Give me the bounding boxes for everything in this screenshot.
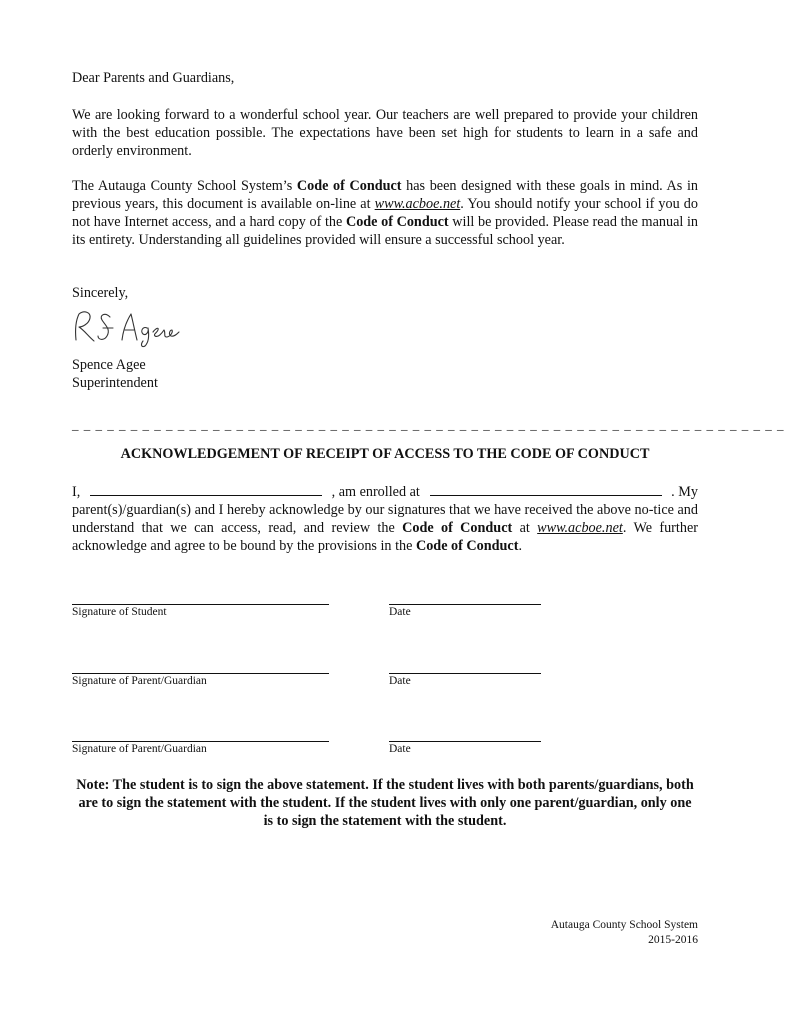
parent1-signature-label: Signature of Parent/Guardian [72, 675, 207, 687]
p2-bold-code-of-conduct: Code of Conduct [296, 178, 402, 194]
signer-title: Superintendent [72, 375, 158, 391]
ack-enrolled: , am enrolled at [331, 484, 420, 500]
parent2-date-line[interactable] [389, 741, 541, 742]
closing: Sincerely, [72, 285, 129, 301]
paragraph-intro-text: We are looking forward to a wonderful school year. Our teachers are well prepared to provide your children with the best education possible. The expectations have been set high for students to learn in a safe and orderly environment. [72, 107, 698, 159]
student-signature-line[interactable] [72, 604, 329, 605]
parent1-date-line[interactable] [389, 673, 541, 674]
parent2-date-label: Date [389, 743, 411, 755]
footer-org: Autauga County School System [550, 919, 698, 931]
ack-first-line [72, 482, 698, 501]
ack-acboe-link[interactable]: www.acboe.net [537, 520, 623, 536]
ack-bold-code-of-conduct: Code of Conduct [402, 520, 513, 536]
paragraph-code-of-conduct [72, 177, 698, 249]
ack-statement [72, 482, 698, 555]
p2-text-3: . You should notify your school if you do not have Internet access, and a hard copy of the [72, 196, 698, 230]
ack-i: I, [72, 484, 81, 500]
p2-text-4: will be provided. Please read the manual in its entirety. Understanding all guidelines provided will ensure a successful school year. [72, 214, 698, 248]
footer-year: 2015-2016 [648, 934, 698, 946]
parent1-signature-line[interactable] [72, 673, 329, 674]
ack-text-1: parent(s)/guardian(s) and I hereby acknowledge by our signatures that we have received the above no-tice and understand that we can access, read, and review the [72, 502, 698, 536]
ack-title: ACKNOWLEDGEMENT OF RECEIPT OF ACCESS TO THE CODE OF CONDUCT [120, 446, 650, 462]
note: Note: The student is to sign the above statement. If the student lives with both parents/guardians, both are to sign the statement with the student. If the student lives with only one parent/guardian, only one is to sign the statement with the student. [76, 777, 694, 829]
student-name-blank[interactable] [90, 482, 322, 496]
cut-line: _ _ _ _ _ _ _ _ _ _ _ _ _ _ _ _ _ _ _ _ _ _ _ _ _ _ _ _ _ _ _ _ _ _ _ _ _ _ _ _ _ _ _ _ _ _ _ _ _ _ _ _ _ _ _ _ _ _ _ _ _ [72, 417, 785, 432]
student-date-label: Date [389, 606, 411, 618]
p2-bold-code-of-conduct-2: Code of Conduct [345, 214, 449, 230]
ack-text-3: . We further acknowledge and agree to be bound by the provisions in the [72, 520, 698, 554]
ack-text-4: . [518, 538, 522, 554]
ack-text-2: at [512, 520, 538, 536]
p2-text-2: has been designed with these goals in mind. As in previous years, this document is available on-line at [72, 178, 698, 212]
signature-image [70, 306, 190, 350]
acboe-link[interactable]: www.acboe.net [374, 196, 461, 212]
parent1-date-label: Date [389, 675, 411, 687]
school-name-blank[interactable] [430, 482, 662, 496]
student-date-line[interactable] [389, 604, 541, 605]
footer [551, 918, 698, 948]
paragraph-intro [72, 106, 698, 160]
parent2-signature-label: Signature of Parent/Guardian [72, 743, 207, 755]
signer-name: Spence Agee [72, 357, 146, 373]
greeting: Dear Parents and Guardians, [72, 70, 235, 86]
ack-my: . My [671, 484, 698, 500]
parent2-signature-line[interactable] [72, 741, 329, 742]
p2-text-1: The Autauga County School System’s [72, 178, 297, 194]
ack-bold-code-of-conduct-2: Code of Conduct [415, 538, 519, 554]
student-signature-label: Signature of Student [72, 606, 167, 618]
